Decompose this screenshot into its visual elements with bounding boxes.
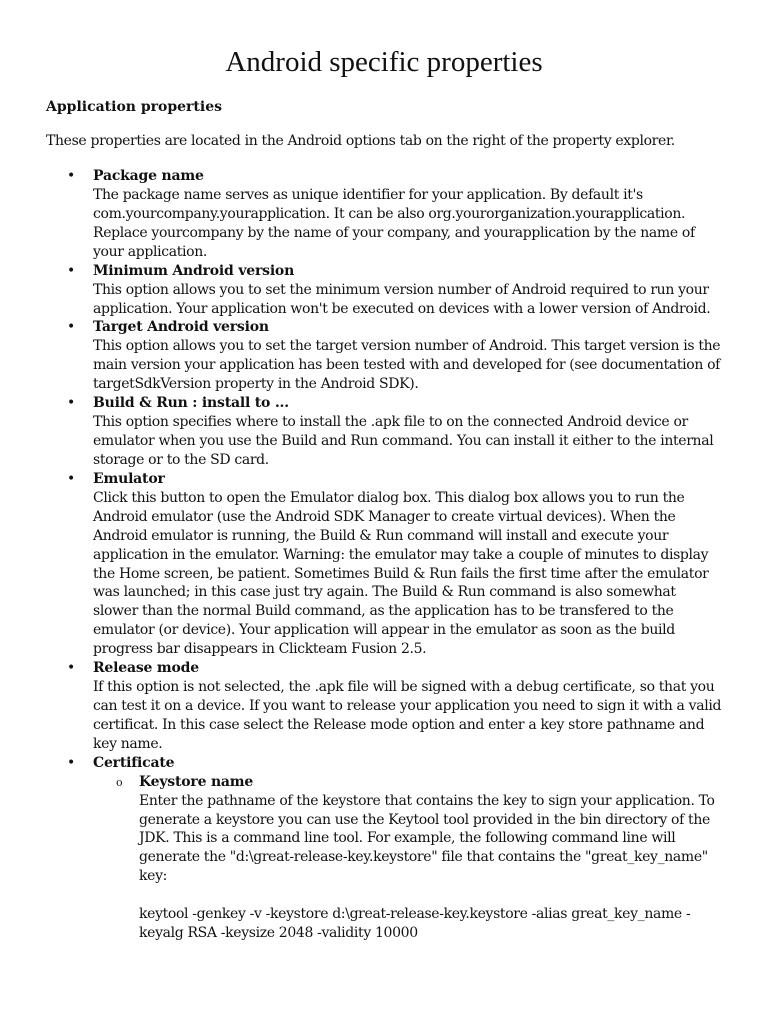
- bullet-icon: •: [67, 262, 76, 279]
- command-line-example: keytool -genkey -v -keystore d:\great-release-key.keystore -alias great_key_name -keyalg RSA -keysize 2048 -validity 10000: [139, 906, 691, 942]
- property-release-mode: [46, 659, 722, 754]
- property-name: Release mode: [93, 660, 199, 677]
- property-certificate: [46, 754, 722, 943]
- property-package-name: [46, 167, 722, 262]
- bullet-icon: •: [67, 470, 76, 487]
- bullet-icon: •: [67, 395, 76, 412]
- property-description: Click this button to open the Emulator dialog box. This dialog box allows you to run the Android emulator (use the Android SDK Manager to create virtual devices). When the Android emulator is running, the Build & Run command will install and execute your application in the emulator. Warning: the emulator may take a couple of minutes to display the Home screen, be patient. Sometimes Build & Run fails the first time after the emulator was launched; in this case just try again. The Build & Run command is also somewhat slower than the normal Build command, as the application has to be transfered to the emulator (or device). Your application will appear in the emulator as soon as the build progress bar disappears in Clickteam Fusion 2.5.: [93, 489, 709, 658]
- bullet-icon: •: [67, 754, 76, 771]
- property-target-android-version: [46, 318, 722, 394]
- circle-bullet-icon: o: [116, 775, 123, 789]
- property-name: Build & Run : install to ...: [93, 395, 289, 412]
- property-name: Minimum Android version: [93, 262, 295, 279]
- property-description: The package name serves as unique identifier for your application. By default it's com.yourcompany.yourapplication. It can be also org.yourorganization.yourapplication. Replace yourcompany by the name of your company, and yourapplication by the name of your application.: [93, 187, 695, 260]
- property-list: [46, 167, 722, 943]
- bullet-icon: •: [67, 319, 76, 336]
- property-description: This option allows you to set the minimum version number of Android required to run your application. Your application won't be executed on devices with a lower version of Android.: [93, 281, 711, 317]
- property-description: If this option is not selected, the .apk file will be signed with a debug certificate, so that you can test it on a device. If you want to release your application you need to sign it with a valid certificat. In this case select the Release mode option and enter a key store pathname and key name.: [93, 679, 722, 752]
- property-name: Target Android version: [93, 319, 269, 336]
- section-heading: Application properties: [46, 99, 222, 115]
- bullet-icon: •: [67, 168, 76, 184]
- property-emulator: [46, 470, 722, 659]
- bullet-icon: •: [67, 660, 76, 677]
- property-name: Emulator: [93, 470, 165, 487]
- property-build-and-run: [46, 394, 722, 470]
- sub-property-keystore-name: [93, 773, 722, 943]
- property-name: Certificate: [93, 754, 175, 771]
- intro-paragraph: These properties are located in the Android options tab on the right of the property explorer.: [46, 133, 675, 149]
- sub-property-description: Enter the pathname of the keystore that contains the key to sign your application. To generate a keystore you can use the Keytool tool provided in the bin directory of the JDK. This is a command line tool. For example, the following command line will generate the "d:\great-release-key.keystore" file that contains the "great_key_name" key:: [139, 792, 715, 885]
- property-minimum-android-version: [46, 262, 722, 319]
- sub-property-name: Keystore name: [139, 773, 254, 790]
- property-description: This option specifies where to install the .apk file to on the connected Android device or emulator when you use the Build and Run command. You can install it either to the internal storage or to the SD card.: [93, 414, 714, 468]
- page-title: Android specific properties: [225, 46, 543, 78]
- property-description: This option allows you to set the target version number of Android. This target version is the main version your application has been tested with and developed for (see documentation of targetSdkVersion property in the Android SDK).: [93, 338, 721, 393]
- property-name: Package name: [93, 168, 204, 184]
- certificate-sub-list: [93, 773, 722, 943]
